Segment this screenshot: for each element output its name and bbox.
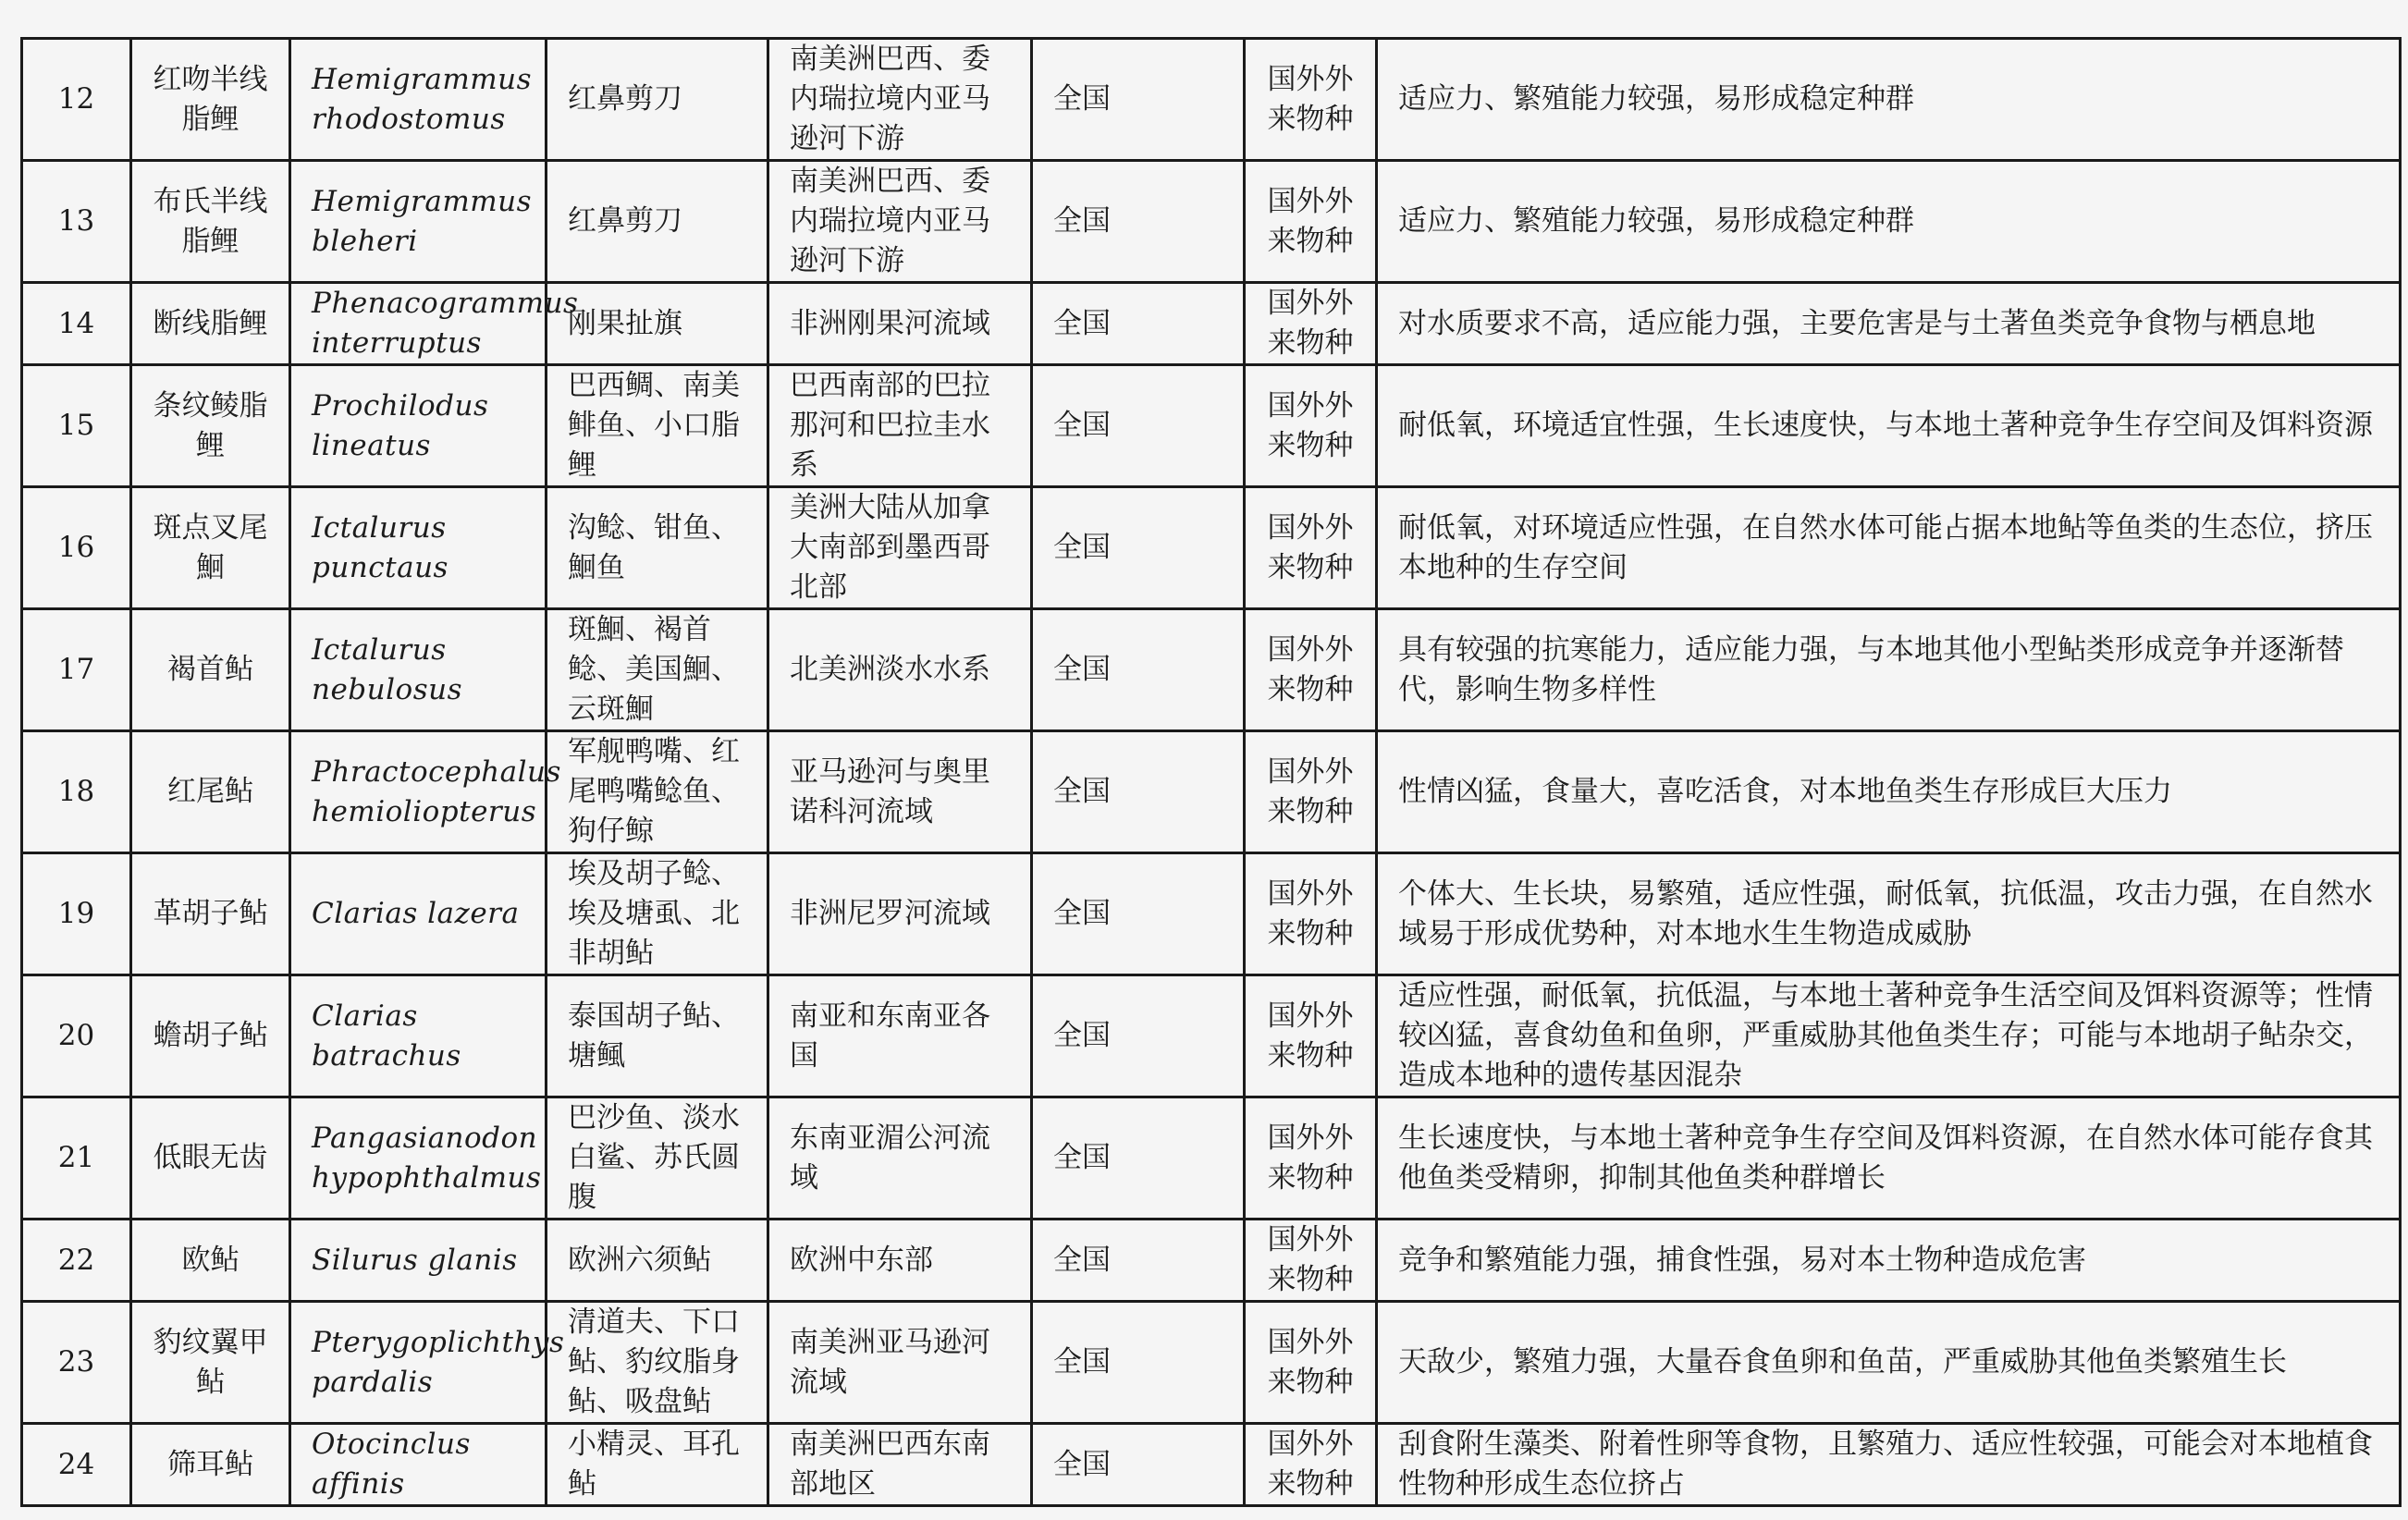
distribution-scope: 全国 — [1032, 487, 1245, 609]
chinese-name: 革胡子鲇 — [131, 853, 290, 975]
serial-number: 15 — [22, 365, 131, 487]
scientific-name: Ictalurus punctaus — [290, 487, 547, 609]
serial-number: 19 — [22, 853, 131, 975]
native-range: 亚马逊河与奥里诺科河流域 — [768, 731, 1032, 853]
hazard-description: 天敌少，繁殖力强，大量吞食鱼卵和鱼苗，严重威胁其他鱼类繁殖生长 — [1377, 1302, 2401, 1424]
serial-number: 21 — [22, 1097, 131, 1220]
table-row — [22, 1220, 2401, 1302]
native-range: 美洲大陆从加拿大南部到墨西哥北部 — [768, 487, 1032, 609]
distribution-scope: 全国 — [1032, 1220, 1245, 1302]
chinese-name: 红吻半线脂鲤 — [131, 39, 290, 161]
chinese-name: 蟾胡子鲇 — [131, 975, 290, 1097]
common-alias: 欧洲六须鲇 — [547, 1220, 768, 1302]
serial-number: 24 — [22, 1424, 131, 1506]
species-category: 国外外来物种 — [1245, 975, 1377, 1097]
scientific-name: Ictalurus nebulosus — [290, 609, 547, 731]
hazard-description: 耐低氧，对环境适应性强，在自然水体可能占据本地鲇等鱼类的生态位，挤压本地种的生存空间 — [1377, 487, 2401, 609]
native-range: 非洲尼罗河流域 — [768, 853, 1032, 975]
native-range: 南美洲巴西东南部地区 — [768, 1424, 1032, 1506]
native-range: 南美洲亚马逊河流域 — [768, 1302, 1032, 1424]
species-category: 国外外来物种 — [1245, 1220, 1377, 1302]
serial-number: 20 — [22, 975, 131, 1097]
chinese-name: 条纹鲮脂鲤 — [131, 365, 290, 487]
common-alias: 军舰鸭嘴、红尾鸭嘴鲶鱼、狗仔鲸 — [547, 731, 768, 853]
table-row — [22, 283, 2401, 365]
distribution-scope: 全国 — [1032, 609, 1245, 731]
table-row — [22, 1097, 2401, 1220]
species-category: 国外外来物种 — [1245, 731, 1377, 853]
hazard-description: 适应力、繁殖能力较强，易形成稳定种群 — [1377, 161, 2401, 283]
native-range: 巴西南部的巴拉那河和巴拉圭水系 — [768, 365, 1032, 487]
scientific-name: Phractocephalus hemioliopterus — [290, 731, 547, 853]
common-alias: 红鼻剪刀 — [547, 161, 768, 283]
serial-number: 12 — [22, 39, 131, 161]
distribution-scope: 全国 — [1032, 1302, 1245, 1424]
hazard-description: 竞争和繁殖能力强，捕食性强，易对本土物种造成危害 — [1377, 1220, 2401, 1302]
species-category: 国外外来物种 — [1245, 487, 1377, 609]
species-category: 国外外来物种 — [1245, 1424, 1377, 1506]
chinese-name: 豹纹翼甲鲇 — [131, 1302, 290, 1424]
scientific-name: Clarias batrachus — [290, 975, 547, 1097]
table-row — [22, 487, 2401, 609]
distribution-scope: 全国 — [1032, 1424, 1245, 1506]
hazard-description: 性情凶猛，食量大，喜吃活食，对本地鱼类生存形成巨大压力 — [1377, 731, 2401, 853]
native-range: 南美洲巴西、委内瑞拉境内亚马逊河下游 — [768, 161, 1032, 283]
serial-number: 23 — [22, 1302, 131, 1424]
serial-number: 16 — [22, 487, 131, 609]
chinese-name: 布氏半线脂鲤 — [131, 161, 290, 283]
chinese-name: 断线脂鲤 — [131, 283, 290, 365]
hazard-description: 适应力、繁殖能力较强，易形成稳定种群 — [1377, 39, 2401, 161]
scientific-name: Prochilodus lineatus — [290, 365, 547, 487]
species-category: 国外外来物种 — [1245, 1302, 1377, 1424]
table-row — [22, 975, 2401, 1097]
scientific-name: Silurus glanis — [290, 1220, 547, 1302]
native-range: 非洲刚果河流域 — [768, 283, 1032, 365]
chinese-name: 红尾鲇 — [131, 731, 290, 853]
table-body — [22, 39, 2401, 1506]
serial-number: 17 — [22, 609, 131, 731]
table-row — [22, 39, 2401, 161]
common-alias: 巴沙鱼、淡水白鲨、苏氏圆腹 — [547, 1097, 768, 1220]
species-category: 国外外来物种 — [1245, 365, 1377, 487]
common-alias: 巴西鲷、南美鲱鱼、小口脂鲤 — [547, 365, 768, 487]
chinese-name: 斑点叉尾鮰 — [131, 487, 290, 609]
table-row — [22, 609, 2401, 731]
serial-number: 13 — [22, 161, 131, 283]
native-range: 北美洲淡水水系 — [768, 609, 1032, 731]
table-row — [22, 1302, 2401, 1424]
common-alias: 刚果扯旗 — [547, 283, 768, 365]
hazard-description: 个体大、生长块，易繁殖，适应性强，耐低氧，抗低温，攻击力强，在自然水域易于形成优势种，对本地水生生物造成威胁 — [1377, 853, 2401, 975]
common-alias: 泰国胡子鲇、塘鲺 — [547, 975, 768, 1097]
hazard-description: 具有较强的抗寒能力，适应能力强，与本地其他小型鲇类形成竞争并逐渐替代，影响生物多样性 — [1377, 609, 2401, 731]
species-category: 国外外来物种 — [1245, 609, 1377, 731]
native-range: 南亚和东南亚各国 — [768, 975, 1032, 1097]
native-range: 南美洲巴西、委内瑞拉境内亚马逊河下游 — [768, 39, 1032, 161]
table-row — [22, 161, 2401, 283]
distribution-scope: 全国 — [1032, 161, 1245, 283]
species-category: 国外外来物种 — [1245, 283, 1377, 365]
serial-number: 18 — [22, 731, 131, 853]
species-category: 国外外来物种 — [1245, 161, 1377, 283]
hazard-description: 刮食附生藻类、附着性卵等食物，且繁殖力、适应性较强，可能会对本地植食性物种形成生态位挤占 — [1377, 1424, 2401, 1506]
scientific-name: Pterygoplichthys pardalis — [290, 1302, 547, 1424]
invasive-species-table — [20, 37, 2402, 1507]
hazard-description: 耐低氧，环境适宜性强，生长速度快，与本地土著种竞争生存空间及饵料资源 — [1377, 365, 2401, 487]
chinese-name: 低眼无齿 — [131, 1097, 290, 1220]
distribution-scope: 全国 — [1032, 1097, 1245, 1220]
distribution-scope: 全国 — [1032, 731, 1245, 853]
scientific-name: Pangasianodon hypophthalmus — [290, 1097, 547, 1220]
chinese-name: 褐首鲇 — [131, 609, 290, 731]
scientific-name: Hemigrammus rhodostomus — [290, 39, 547, 161]
distribution-scope: 全国 — [1032, 39, 1245, 161]
distribution-scope: 全国 — [1032, 975, 1245, 1097]
chinese-name: 欧鲇 — [131, 1220, 290, 1302]
distribution-scope: 全国 — [1032, 853, 1245, 975]
distribution-scope: 全国 — [1032, 283, 1245, 365]
native-range: 欧洲中东部 — [768, 1220, 1032, 1302]
scientific-name: Clarias lazera — [290, 853, 547, 975]
hazard-description: 对水质要求不高，适应能力强，主要危害是与土著鱼类竞争食物与栖息地 — [1377, 283, 2401, 365]
table-row — [22, 731, 2401, 853]
scientific-name: Otocinclus affinis — [290, 1424, 547, 1506]
common-alias: 红鼻剪刀 — [547, 39, 768, 161]
hazard-description: 适应性强，耐低氧，抗低温，与本地土著种竞争生活空间及饵料资源等；性情较凶猛，喜食幼鱼和鱼卵，严重威胁其他鱼类生存；可能与本地胡子鲇杂交，造成本地种的遗传基因混杂 — [1377, 975, 2401, 1097]
distribution-scope: 全国 — [1032, 365, 1245, 487]
serial-number: 22 — [22, 1220, 131, 1302]
species-category: 国外外来物种 — [1245, 1097, 1377, 1220]
species-category: 国外外来物种 — [1245, 853, 1377, 975]
common-alias: 小精灵、耳孔鲇 — [547, 1424, 768, 1506]
scientific-name: Phenacogrammus interruptus — [290, 283, 547, 365]
chinese-name: 筛耳鲇 — [131, 1424, 290, 1506]
scientific-name: Hemigrammus bleheri — [290, 161, 547, 283]
common-alias: 清道夫、下口鲇、豹纹脂身鲇、吸盘鲇 — [547, 1302, 768, 1424]
table-row — [22, 853, 2401, 975]
common-alias: 埃及胡子鲶、埃及塘虱、北非胡鲇 — [547, 853, 768, 975]
common-alias: 沟鲶、钳鱼、鮰鱼 — [547, 487, 768, 609]
native-range: 东南亚湄公河流域 — [768, 1097, 1032, 1220]
table-row — [22, 365, 2401, 487]
table-row — [22, 1424, 2401, 1506]
common-alias: 斑鮰、褐首鲶、美国鮰、云斑鮰 — [547, 609, 768, 731]
serial-number: 14 — [22, 283, 131, 365]
hazard-description: 生长速度快，与本地土著种竞争生存空间及饵料资源，在自然水体可能存食其他鱼类受精卵，抑制其他鱼类种群增长 — [1377, 1097, 2401, 1220]
species-category: 国外外来物种 — [1245, 39, 1377, 161]
